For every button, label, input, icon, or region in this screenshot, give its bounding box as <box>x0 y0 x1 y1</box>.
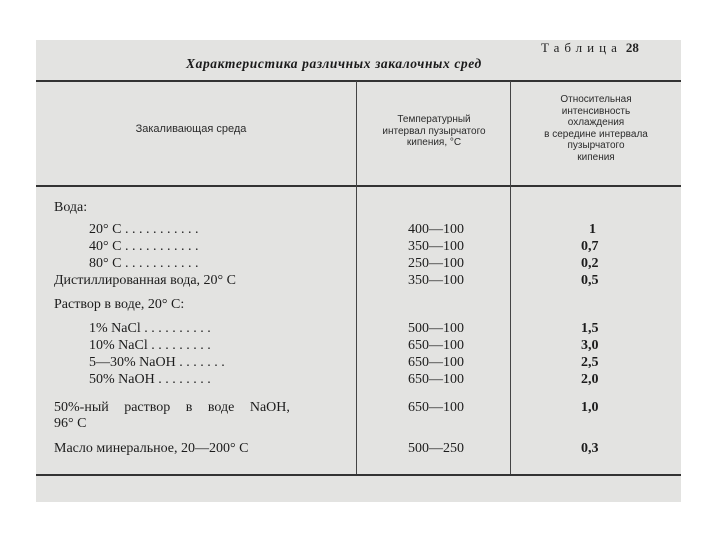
row-label-text: 1% NaCl <box>89 321 141 336</box>
range-value: 650—100 <box>408 372 464 387</box>
header-relative-line: пузырчатого <box>567 140 625 151</box>
row-label-line: 50%-ный раствор в воде NaOH, <box>54 400 290 415</box>
relative-value: 1 <box>589 222 596 237</box>
group-label-water: Вода: <box>54 200 88 215</box>
leader-dots: . . . . . . . . . . . <box>124 256 199 271</box>
relative-value: 0,5 <box>581 273 599 288</box>
relative-value: 2,5 <box>581 355 599 370</box>
relative-value: 0,2 <box>581 256 599 271</box>
header-relative-line: в середине интервала <box>544 128 648 140</box>
row-label-mineral-oil: Масло минеральное, 20—200° С <box>54 441 249 456</box>
range-value: 650—100 <box>408 355 464 370</box>
row-label-text: 20° С <box>89 222 122 237</box>
scanned-page <box>36 40 681 502</box>
column-divider-2 <box>510 81 511 474</box>
row-label-distilled-water: Дистиллированная вода, 20° С <box>54 273 236 288</box>
range-value: 650—100 <box>408 338 464 353</box>
table-label-word: Таблица <box>541 40 622 55</box>
row-label <box>89 256 198 272</box>
header-relative-line: кипения <box>577 151 615 163</box>
group-label-solution: Раствор в воде, 20° С: <box>54 297 185 312</box>
row-label-text: 10% NaCl <box>89 338 148 353</box>
header-rule <box>36 185 681 187</box>
header-temperature-line: кипения, °С <box>406 137 462 148</box>
bottom-rule <box>36 474 681 476</box>
relative-value: 0,7 <box>581 239 599 254</box>
header-temperature-line: Температурный <box>397 114 471 125</box>
header-temperature-range <box>358 114 510 149</box>
range-value: 350—100 <box>408 239 464 254</box>
table-number: 28 <box>625 40 639 55</box>
row-label <box>89 338 211 354</box>
header-relative-line: интенсивность <box>561 105 631 117</box>
header-relative-intensity <box>512 94 680 163</box>
range-value: 400—100 <box>408 222 464 237</box>
leader-dots: . . . . . . . . . . <box>144 321 211 336</box>
column-divider-1 <box>356 81 357 474</box>
row-label <box>89 222 198 238</box>
range-value: 350—100 <box>408 273 464 288</box>
row-label-text: 40° С <box>89 239 122 254</box>
header-temperature-line: интервал пузырчатого <box>382 125 486 137</box>
relative-value: 3,0 <box>581 338 599 353</box>
row-label-text: 50% NaOH <box>89 372 155 387</box>
table-title: Характеристика различных закалочных сред <box>186 56 482 71</box>
leader-dots: . . . . . . . . <box>158 372 211 387</box>
row-label <box>89 239 198 255</box>
row-label-text: 5—30% NaOH <box>89 355 176 370</box>
relative-value: 1,5 <box>581 321 599 336</box>
range-value: 500—250 <box>408 441 464 456</box>
range-value: 500—100 <box>408 321 464 336</box>
range-value: 250—100 <box>408 256 464 271</box>
row-label <box>89 355 225 371</box>
header-relative-line: Относительная <box>560 94 632 105</box>
range-value: 650—100 <box>408 400 464 415</box>
header-relative-line: охлаждения <box>567 117 625 128</box>
top-rule <box>36 80 681 82</box>
row-label-naoh-solution <box>54 400 290 432</box>
row-label-text: 80° С <box>89 256 122 271</box>
leader-dots: . . . . . . . . . . . <box>124 222 199 237</box>
relative-value: 0,3 <box>581 441 599 456</box>
relative-value: 2,0 <box>581 372 599 387</box>
table-label <box>541 40 639 56</box>
row-label <box>89 321 211 337</box>
leader-dots: . . . . . . . <box>179 355 225 370</box>
header-medium: Закаливающая среда <box>135 123 247 135</box>
row-label-line: 96° С <box>54 416 87 431</box>
row-label <box>89 372 211 388</box>
relative-value: 1,0 <box>581 400 599 415</box>
leader-dots: . . . . . . . . . . . <box>124 239 199 254</box>
leader-dots: . . . . . . . . . <box>151 338 211 353</box>
